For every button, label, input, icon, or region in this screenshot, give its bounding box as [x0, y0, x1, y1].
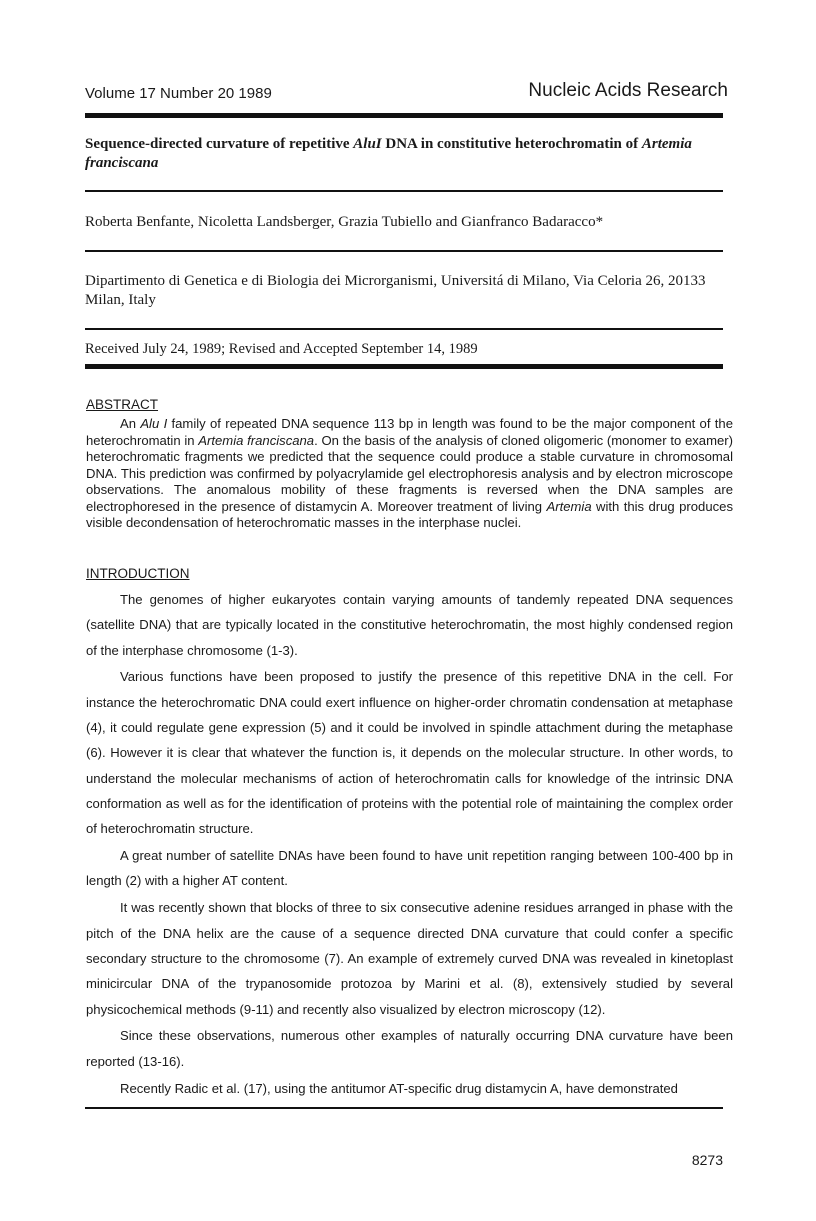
author-list: Roberta Benfante, Nicoletta Landsberger, Grazia Tubiello and Gianfranco Badaracco*: [85, 214, 604, 230]
title-rule: [85, 190, 723, 192]
abstract-heading: ABSTRACT: [86, 397, 159, 412]
footer-rule: [85, 1107, 723, 1109]
volume-info: Volume 17 Number 20 1989: [85, 85, 272, 102]
received-rule: [85, 364, 723, 369]
paragraph: It was recently shown that blocks of three to six consecutive adenine residues arranged in phase with the pitch of the DNA helix are the cause of a sequence directed DNA curvature that could confer a specific secondary structure to the chromosome (7). An example of extremely curved DNA was revealed in kinetoplast minicircular DNA of the trypanosomide protozoa by Marini et al. (8), extensively studied by several physicochemical methods (9-11) and recently also visualized by electron microscopy (12).: [86, 900, 733, 1017]
introduction-body: [86, 587, 733, 1101]
affiliation-rule: [85, 328, 723, 330]
affiliation: Dipartimento di Genetica e di Biologia dei Microrganismi, Universitá di Milano, Via Celoria 26, 20133 Milan, Italy: [85, 273, 706, 308]
paragraph: Various functions have been proposed to justify the presence of this repetitive DNA in the cell. For instance the heterochromatic DNA could exert influence on higher-order chromatin condensation at metaphase (4), it could regulate gene expression (5) and it could be involved in spindle attachment during the metaphase (6). However it is clear that whatever the function is, it depends on the molecular structure. In other words, to understand the molecular mechanisms of action of heterochromatin calls for knowledge of the intrinsic DNA conformation as well as for the identification of proteins with the potential role of maintaining the complex order of heterochromatin structure.: [86, 669, 733, 837]
page-number: 8273: [691, 1152, 723, 1168]
journal-name: Nucleic Acids Research: [528, 80, 728, 101]
authors-rule: [85, 250, 723, 252]
article-title: Sequence-directed curvature of repetitive AluI DNA in constitutive heterochromatin of Artemia franciscana: [85, 136, 692, 171]
paragraph: Recently Radic et al. (17), using the antitumor AT-specific drug distamycin A, have demonstrated: [120, 1080, 678, 1096]
introduction-heading: INTRODUCTION: [86, 566, 190, 581]
paragraph: The genomes of higher eukaryotes contain varying amounts of tandemly repeated DNA sequences (satellite DNA) that are typically located in the constitutive heterochromatin, the most highly condensed region of the interphase chromosome (1-3).: [86, 592, 733, 658]
header-rule: [85, 113, 723, 118]
paragraph: A great number of satellite DNAs have been found to have unit repetition ranging between 100-400 bp in length (2) with a higher AT content.: [86, 848, 733, 889]
received-dates: Received July 24, 1989; Revised and Accepted September 14, 1989: [85, 341, 478, 357]
paragraph: Since these observations, numerous other examples of naturally occurring DNA curvature have been reported (13-16).: [86, 1028, 733, 1069]
abstract-text: An Alu I family of repeated DNA sequence 113 bp in length was found to be the major component of the heterochromatin in Artemia franciscana. On the basis of the analysis of cloned oligomeric (monomer to examer) heterochromatic fragments we predicted that the sequence could produce a stable curvature in chromosomal DNA. This prediction was confirmed by polyacrylamide gel electrophoresis analysis and by electron microscope observations. The anomalous mobility of these fragments is reversed when the DNA samples are electrophoresed in the presence of distamycin A. Moreover treatment of living Artemia with this drug produces visible decondensation of heterochromatic masses in the interphase nuclei.: [86, 416, 733, 530]
